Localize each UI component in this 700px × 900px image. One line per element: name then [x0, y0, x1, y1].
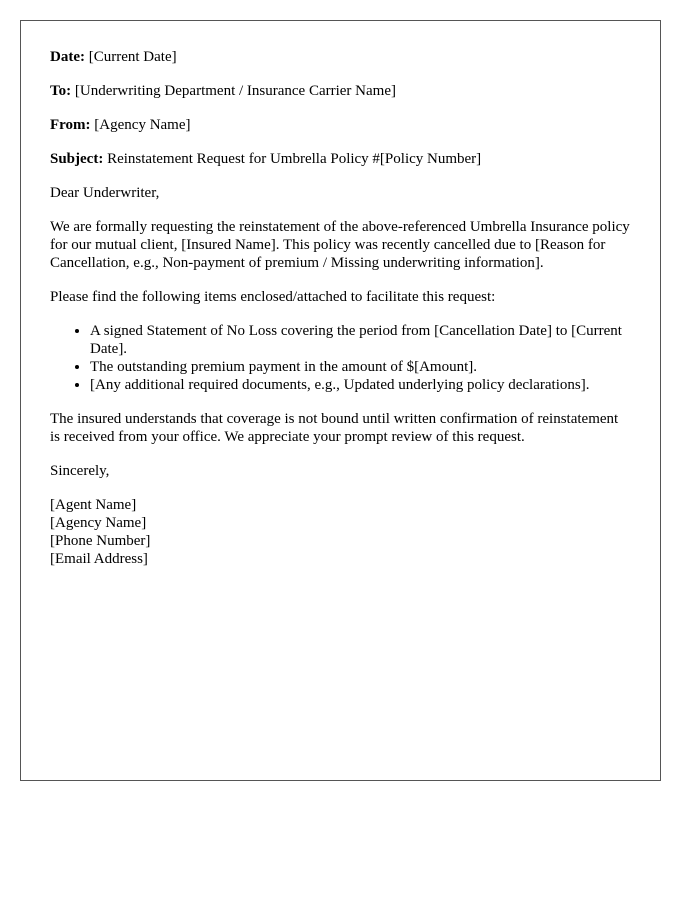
subject-label: Subject:: [50, 151, 104, 167]
to-label: To:: [50, 83, 72, 99]
subject-line: [50, 150, 631, 168]
body-paragraph-coverage: The insured understands that coverage is not bound until written confirmation of reinstatement is received from your office. We appreciate your prompt review of this request.: [50, 411, 619, 445]
letter-document: [20, 20, 661, 781]
subject-value: Reinstatement Request for Umbrella Policy #[Policy Number]: [107, 151, 482, 167]
phone-number: [Phone Number]: [50, 533, 151, 549]
date-line: [50, 48, 631, 66]
from-value: [Agency Name]: [94, 117, 191, 133]
to-value: [Underwriting Department / Insurance Carrier Name]: [74, 83, 396, 99]
list-item: • [Any additional required documents, e.g., Updated underlying policy declarations].: [90, 376, 631, 394]
from-label: From:: [50, 117, 91, 133]
body-paragraph-request: We are formally requesting the reinstatement of the above-referenced Umbrella Insurance policy for our mutual client, [Insured Name]. This policy was recently cancelled due to [Reason for Cancellation, e.g., Non-payment of premium / Missing underwriting information].: [50, 219, 630, 271]
agency-name: [Agency Name]: [50, 515, 147, 531]
to-line: [50, 82, 631, 100]
closing: Sincerely,: [50, 463, 110, 479]
date-label: Date:: [50, 49, 85, 65]
signature-block: [50, 496, 631, 568]
enclosure-list: [50, 322, 631, 394]
list-item: • A signed Statement of No Loss covering the period from [Cancellation Date] to [Current Date].: [90, 322, 631, 358]
email-address: [Email Address]: [50, 551, 148, 567]
salutation: Dear Underwriter,: [50, 185, 160, 201]
agent-name: [Agent Name]: [50, 497, 137, 513]
from-line: [50, 116, 631, 134]
body-paragraph-enclosures: Please find the following items enclosed/attached to facilitate this request:: [50, 289, 496, 305]
date-value: [Current Date]: [88, 49, 177, 65]
list-item: • The outstanding premium payment in the amount of $[Amount].: [90, 358, 631, 376]
